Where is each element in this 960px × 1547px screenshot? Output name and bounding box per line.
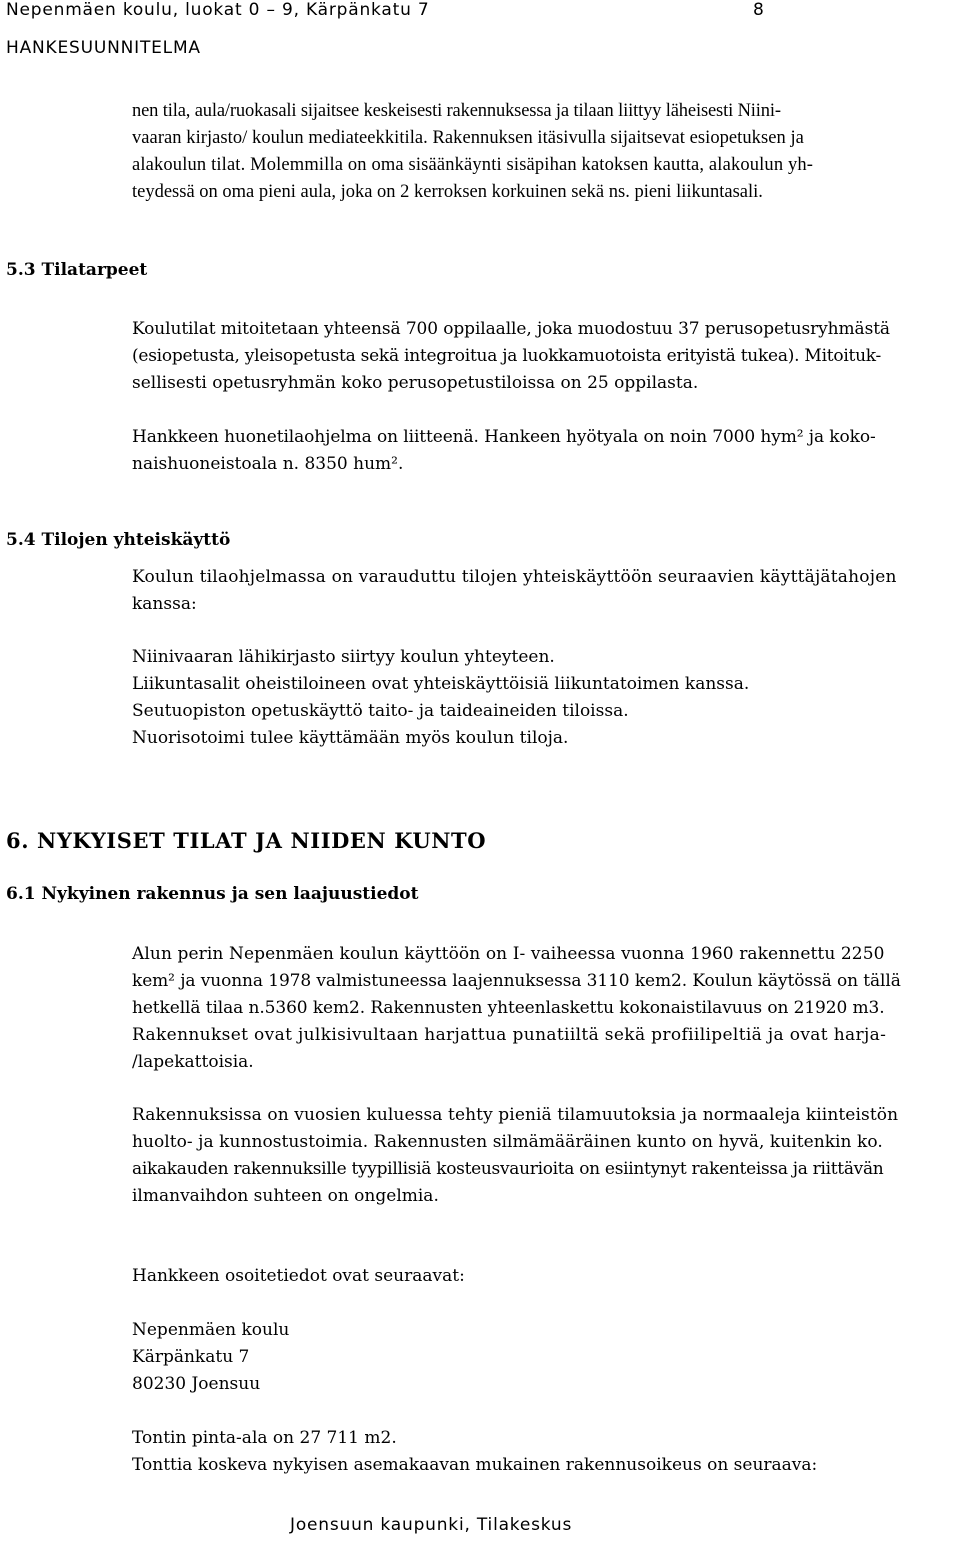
text-line: naishuoneistoala n. 8350 hum². xyxy=(132,454,404,474)
text-line: Tonttia koskeva nykyisen asemakaavan mukainen rakennusoikeus on seuraava: xyxy=(132,1455,818,1475)
section-heading-5-4: 5.4 Tilojen yhteiskäyttö xyxy=(6,530,231,550)
document-header-title: Nepenmäen koulu, luokat 0 – 9, Kärpänkatu 7 xyxy=(6,0,430,20)
text-line: kem² ja vuonna 1978 valmistuneessa laajennuksessa 3110 kem2. Koulun käytössä on tällä xyxy=(132,971,901,991)
text-line: alakoulun tilat. Molemmilla on oma sisäänkäynti sisäpihan katoksen kautta, alakoulun yh- xyxy=(132,155,814,175)
document-type-label: HANKESUUNNITELMA xyxy=(6,38,201,58)
list-item: Niinivaaran lähikirjasto siirtyy koulun yhteyteen. xyxy=(132,647,555,667)
document-footer: Joensuun kaupunki, Tilakeskus xyxy=(290,1515,573,1535)
text-line: Koulutilat mitoitetaan yhteensä 700 oppilaalle, joka muodostuu 37 perusopetusryhmästä xyxy=(132,319,890,339)
section-6-1-paragraph-1 xyxy=(132,941,956,1076)
address-intro xyxy=(132,1263,956,1290)
section-5-4-list xyxy=(132,644,956,752)
list-item: Liikuntasalit oheistiloineen ovat yhteiskäyttöisiä liikuntatoimen kanssa. xyxy=(132,674,750,694)
section-heading-5-3: 5.3 Tilatarpeet xyxy=(6,260,148,280)
list-item: Seutuopiston opetuskäyttö taito- ja taideaineiden tiloissa. xyxy=(132,701,629,721)
text-line: ilmanvaihdon suhteen on ongelmia. xyxy=(132,1186,439,1206)
address-block xyxy=(132,1317,956,1398)
section-5-3-paragraph-1 xyxy=(132,316,956,397)
text-line: (esiopetusta, yleisopetusta sekä integroitua ja luokkamuotoista erityistä tukea). Mitoituk- xyxy=(132,346,882,366)
text-line: aikakauden rakennuksille tyypillisiä kosteusvaurioita on esiintynyt rakenteissa ja riittävän xyxy=(132,1159,884,1179)
address-line: Nepenmäen koulu xyxy=(132,1320,290,1340)
text-line: Alun perin Nepenmäen koulun käyttöön on I- vaiheessa vuonna 1960 rakennettu 2250 xyxy=(132,944,885,964)
chapter-heading-6: 6. NYKYISET TILAT JA NIIDEN KUNTO xyxy=(6,828,487,853)
text-line: Tontin pinta-ala on 27 711 m2. xyxy=(132,1428,397,1448)
section-6-1-paragraph-2 xyxy=(132,1102,956,1210)
text-line: kanssa: xyxy=(132,594,197,614)
page-number: 8 xyxy=(753,0,764,20)
address-line: Kärpänkatu 7 xyxy=(132,1347,250,1367)
text-line: /lapekattoisia. xyxy=(132,1052,254,1072)
address-line: 80230 Joensuu xyxy=(132,1374,261,1394)
text-line: sellisesti opetusryhmän koko perusopetustiloissa on 25 oppilasta. xyxy=(132,373,699,393)
section-5-4-paragraph-1 xyxy=(132,564,956,618)
text-line: nen tila, aula/ruokasali sijaitsee keskeisesti rakennuksessa ja tilaan liittyy läheisesti Niini- xyxy=(132,101,781,121)
plot-info xyxy=(132,1425,956,1479)
text-line: Koulun tilaohjelmassa on varauduttu tilojen yhteiskäyttöön seuraavien käyttäjätahojen xyxy=(132,567,897,587)
list-item: Nuorisotoimi tulee käyttämään myös koulun tiloja. xyxy=(132,728,569,748)
section-heading-6-1: 6.1 Nykyinen rakennus ja sen laajuustiedot xyxy=(6,884,419,904)
text-line: Rakennukset ovat julkisivultaan harjattua punatiiltä sekä profiilipeltiä ja ovat harja- xyxy=(132,1025,887,1045)
text-line: vaaran kirjasto/ koulun mediateekkitila. Rakennuksen itäsivulla sijaitsevat esiopetuksen ja xyxy=(132,128,804,148)
text-line: Hankkeen huonetilaohjelma on liitteenä. Hankeen hyötyala on noin 7000 hym² ja koko- xyxy=(132,427,876,447)
text-line: Hankkeen osoitetiedot ovat seuraavat: xyxy=(132,1266,465,1286)
text-line: teydessä on oma pieni aula, joka on 2 kerroksen korkuinen sekä ns. pieni liikuntasali. xyxy=(132,182,763,202)
text-line: huolto- ja kunnostustoimia. Rakennusten silmämääräinen kunto on hyvä, kuitenkin ko. xyxy=(132,1132,883,1152)
text-line: Rakennuksissa on vuosien kuluessa tehty pieniä tilamuutoksia ja normaaleja kiinteistön xyxy=(132,1105,899,1125)
intro-paragraph xyxy=(132,98,956,206)
text-line: hetkellä tilaa n.5360 kem2. Rakennusten yhteenlaskettu kokonaistilavuus on 21920 m3. xyxy=(132,998,885,1018)
section-5-3-paragraph-2 xyxy=(132,424,956,478)
